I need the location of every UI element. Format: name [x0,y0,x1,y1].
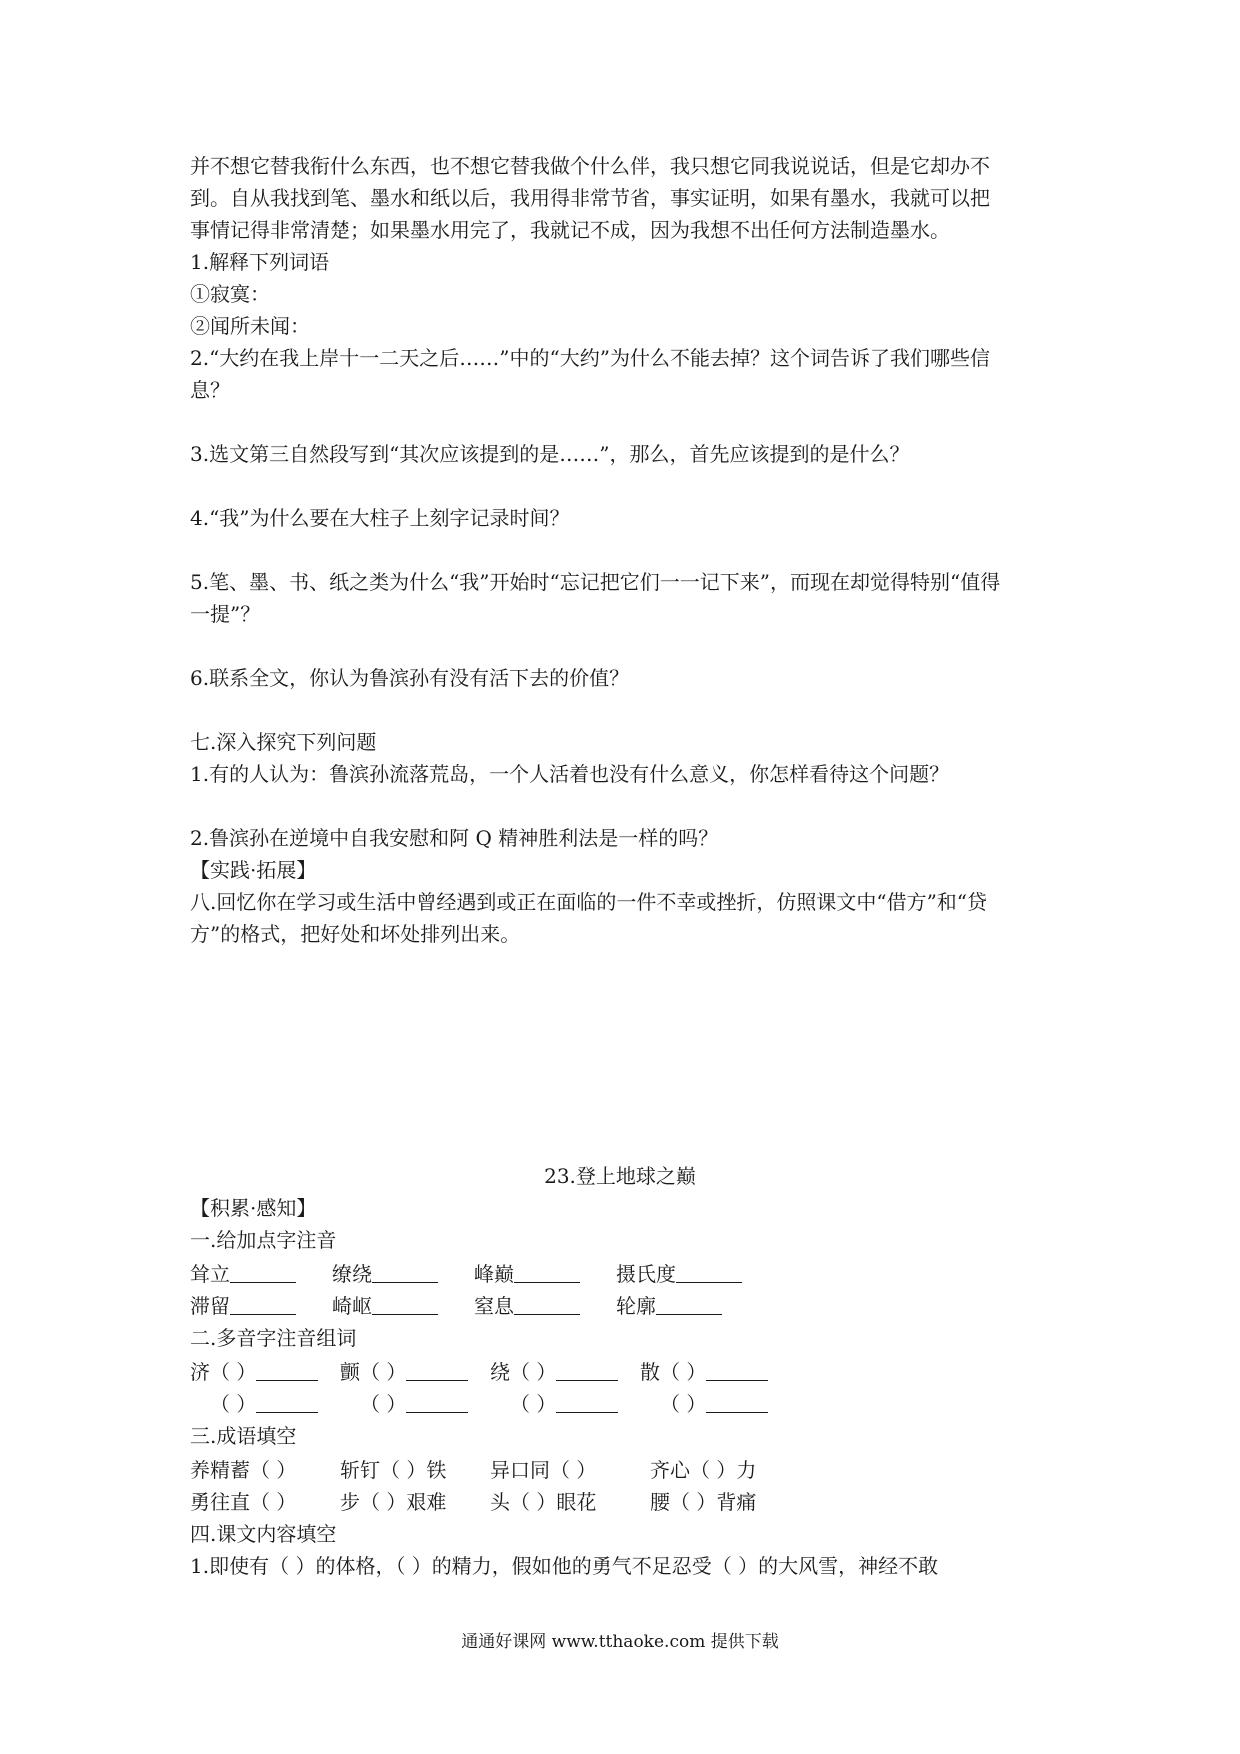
section-1-heading: 一.给加点字注音 [190,1228,337,1252]
idiom-item[interactable]: 异口同（ ） [490,1458,597,1482]
passage-line-1: 并不想它替我衔什么东西，也不想它替我做个什么伴，我只想它同我说说话，但是它却办不 [190,154,990,178]
polyphone-item: 颤（ ） [340,1356,468,1388]
pinyin-item: 轮廓 [616,1290,722,1322]
polyphone-item: 绕（ ） [490,1356,618,1388]
question-8-line-2: 方”的格式，把好处和坏处排列出来。 [190,922,521,946]
polyphone-row-1 [190,1356,810,1388]
answer-blank[interactable] [676,1260,742,1283]
passage-line-3: 事情记得非常清楚；如果墨水用完了，我就记不成，因为我想不出任何方法制造墨水。 [190,218,950,242]
idiom-item[interactable]: 勇往直（ ） [190,1490,297,1514]
section-7-heading: 七.深入探究下列问题 [190,730,377,754]
polyphone-item: 济（ ） [190,1356,318,1388]
answer-blank[interactable] [230,1260,296,1283]
answer-blank[interactable] [514,1260,580,1283]
accumulation-heading: 【积累·感知】 [190,1196,317,1220]
practice-heading: 【实践·拓展】 [190,858,317,882]
answer-blank[interactable] [706,1390,768,1413]
idiom-item[interactable]: 斩钉（ ）铁 [340,1458,447,1482]
pinyin-item: 峰巅 [474,1258,580,1290]
answer-blank[interactable] [556,1390,618,1413]
answer-blank[interactable] [230,1292,296,1315]
idiom-item[interactable]: 头（ ）眼花 [490,1490,597,1514]
polyphone-item: 散（ ） [640,1356,768,1388]
passage-line-2: 到。自从我找到笔、墨水和纸以后，我用得非常节省，事实证明，如果有墨水，我就可以把 [190,186,990,210]
section-2-heading: 二.多音字注音组词 [190,1326,357,1350]
question-5-line-1: 5.笔、墨、书、纸之类为什么“我”开始时“忘记把它们一一记下来”，而现在却觉得特别“值得 [190,570,1001,594]
idiom-row-2 [190,1486,810,1518]
question-1b: ②闻所未闻： [190,314,310,338]
pinyin-item: 耸立 [190,1258,296,1290]
polyphone-row-2 [190,1388,810,1420]
answer-blank[interactable] [372,1292,438,1315]
question-3: 3.选文第三自然段写到“其次应该提到的是……”，那么，首先应该提到的是什么？ [190,442,910,466]
lesson-title: 23.登上地球之巅 [544,1164,696,1188]
section-7-question-2: 2.鲁滨孙在逆境中自我安慰和阿 Q 精神胜利法是一样的吗？ [190,826,719,850]
answer-blank[interactable] [406,1390,468,1413]
pinyin-item: 窒息 [474,1290,580,1322]
answer-blank[interactable] [656,1292,722,1315]
answer-blank[interactable] [556,1358,618,1381]
pinyin-item: 摄氏度 [616,1258,742,1290]
pinyin-row-1 [190,1258,790,1290]
answer-blank[interactable] [256,1390,318,1413]
pinyin-item: 滞留 [190,1290,296,1322]
idiom-row-1 [190,1454,810,1486]
question-2-line-1: 2.“大约在我上岸十一二天之后……”中的“大约”为什么不能去掉？这个词告诉了我们哪些信 [190,346,990,370]
question-4: 4.“我”为什么要在大柱子上刻字记录时间？ [190,506,570,530]
polyphone-item: （ ） [360,1388,468,1420]
idiom-item[interactable]: 养精蓄（ ） [190,1458,297,1482]
question-8-line-1: 八.回忆你在学习或生活中曾经遇到或正在面临的一件不幸或挫折，仿照课文中“借方”和“贷 [190,890,988,914]
answer-blank[interactable] [406,1358,468,1381]
page-footer: 通通好课网 www.tthaoke.com 提供下载 [461,1632,779,1652]
answer-blank[interactable] [514,1292,580,1315]
answer-blank[interactable] [256,1358,318,1381]
answer-blank[interactable] [372,1260,438,1283]
question-1: 1.解释下列词语 [190,250,330,274]
idiom-item[interactable]: 齐心（ ）力 [650,1458,757,1482]
section-7-question-1: 1.有的人认为：鲁滨孙流落荒岛，一个人活着也没有什么意义，你怎样看待这个问题？ [190,762,950,786]
polyphone-item: （ ） [510,1388,618,1420]
question-2-line-2: 息？ [190,378,230,402]
polyphone-item: （ ） [660,1388,768,1420]
pinyin-row-2 [190,1290,790,1322]
fill-question-1: 1.即使有（ ）的体格，（ ）的精力，假如他的勇气不足忍受（ ）的大风雪，神经不敢 [190,1554,939,1578]
answer-blank[interactable] [706,1358,768,1381]
question-1a: ①寂寞： [190,282,270,306]
polyphone-item: （ ） [210,1388,318,1420]
question-6: 6.联系全文，你认为鲁滨孙有没有活下去的价值？ [190,666,630,690]
pinyin-item: 缭绕 [332,1258,438,1290]
section-3-heading: 三.成语填空 [190,1424,297,1448]
section-4-heading: 四.课文内容填空 [190,1522,337,1546]
idiom-item[interactable]: 步（ ）艰难 [340,1490,447,1514]
pinyin-item: 崎岖 [332,1290,438,1322]
idiom-item[interactable]: 腰（ ）背痛 [650,1490,757,1514]
question-5-line-2: 一提”？ [190,602,261,626]
